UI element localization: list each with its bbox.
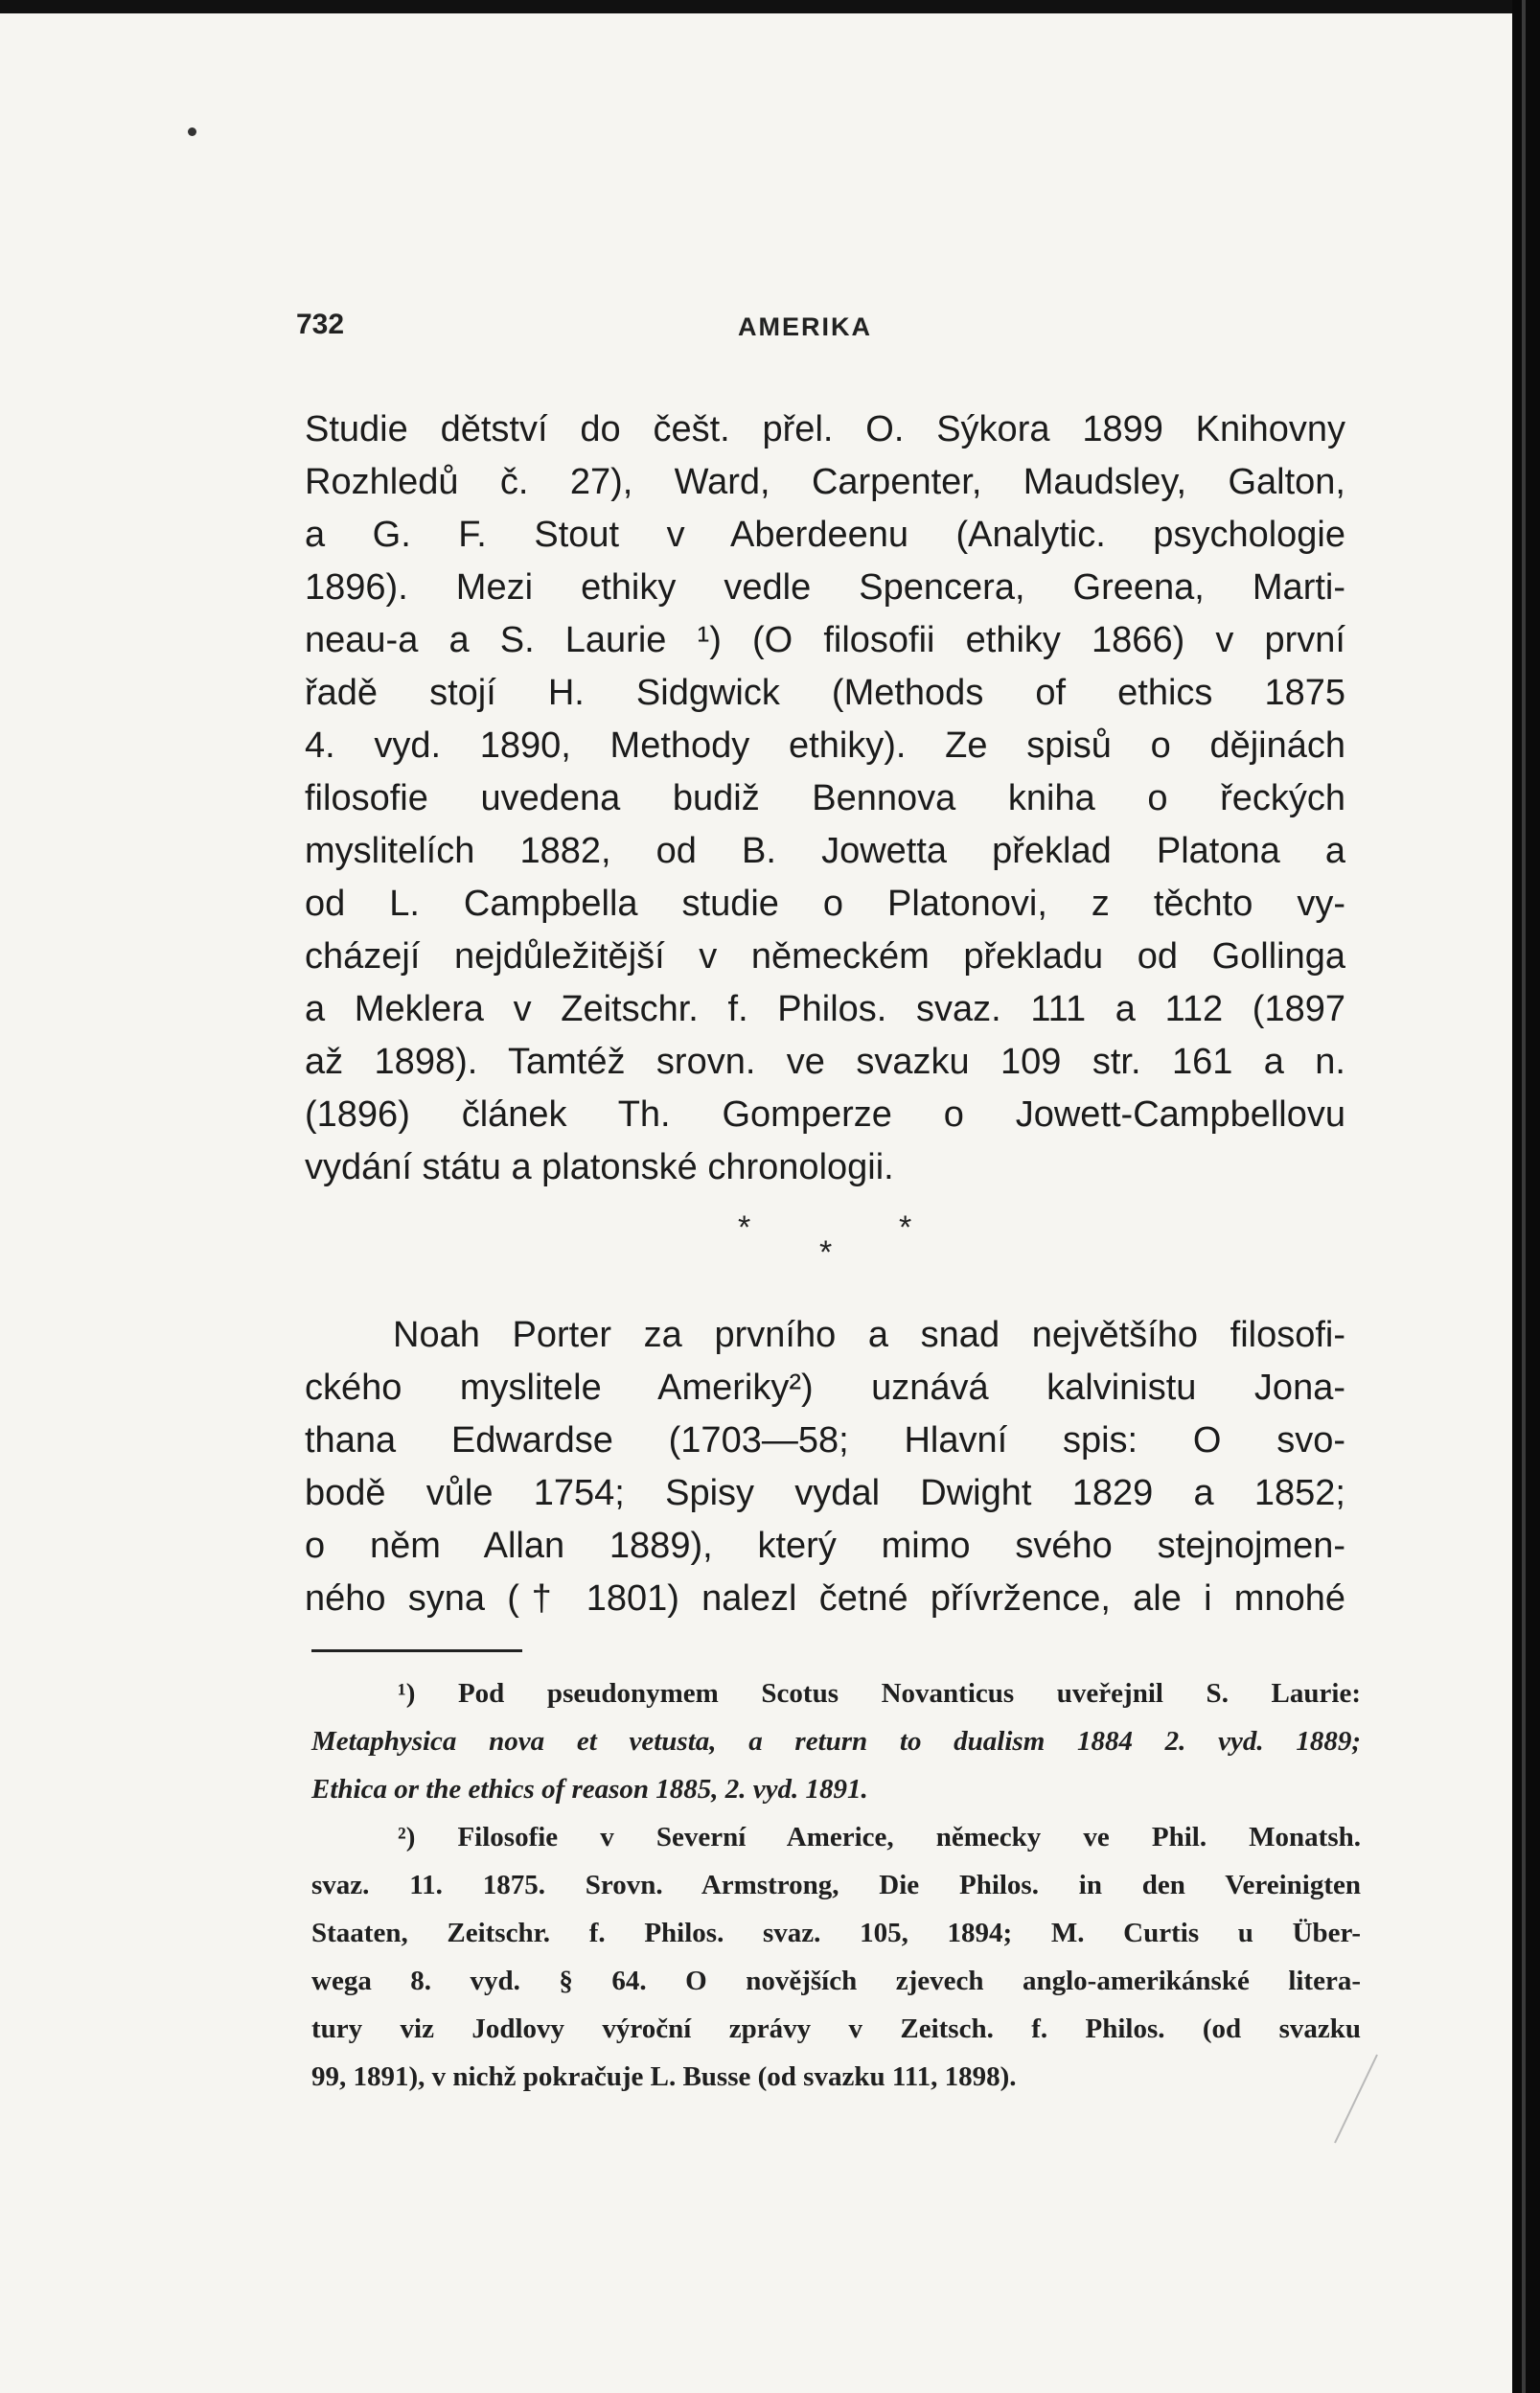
footnote-line: wega 8. vyd. § 64. O novějších zjevech anglo-amerikánské litera- <box>311 1966 1361 1996</box>
section-separator <box>738 1209 920 1277</box>
scan-edge-line <box>1522 0 1526 2393</box>
footnote-line: Staaten, Zeitschr. f. Philos. svaz. 105, 1894; M. Curtis u Über- <box>311 1918 1361 1948</box>
scan-right-edge <box>1512 0 1540 2393</box>
scan-top-edge <box>0 0 1512 13</box>
body-line: (1896) článek Th. Gomperze o Jowett-Campbellovu <box>305 1094 1345 1135</box>
footnote-line: Ethica or the ethics of reason 1885, 2. vyd. 1891. <box>311 1774 868 1805</box>
body-line: 4. vyd. 1890, Methody ethiky). Ze spisů o dějinách <box>305 725 1345 766</box>
body-line: ného syna († 1801) nalezl četné přívržence, ale i mnohé <box>305 1578 1345 1619</box>
body-line: bodě vůle 1754; Spisy vydal Dwight 1829 a 1852; <box>305 1473 1345 1513</box>
body-line: Studie dětství do češt. přel. O. Sýkora 1899 Knihovny <box>305 409 1345 449</box>
body-line: neau-a a S. Laurie ¹) (O filosofii ethiky 1866) v první <box>305 620 1345 660</box>
body-line: Noah Porter za prvního a snad největšího filosofi- <box>393 1315 1345 1355</box>
body-line: myslitelích 1882, od B. Jowetta překlad Platona a <box>305 831 1345 871</box>
asterisk: * <box>738 1209 751 1246</box>
body-line: ckého myslitele Ameriky²) uznává kalvinistu Jona- <box>305 1368 1345 1408</box>
footnote-line: Metaphysica nova et vetusta, a return to dualism 1884 2. vyd. 1889; <box>311 1726 1361 1757</box>
body-line: Rozhledů č. 27), Ward, Carpenter, Maudsley, Galton, <box>305 462 1345 502</box>
body-line: od L. Campbella studie o Platonovi, z těchto vy- <box>305 884 1345 924</box>
body-line: a Meklera v Zeitschr. f. Philos. svaz. 111 a 112 (1897 <box>305 989 1345 1029</box>
running-header: AMERIKA <box>738 312 872 341</box>
footnote-line: 99, 1891), v nichž pokračuje L. Busse (od svazku 111, 1898). <box>311 2061 1017 2092</box>
footnote-rule <box>311 1649 522 1652</box>
footnote-line: ¹) Pod pseudonymem Scotus Novanticus uveřejnil S. Laurie: <box>398 1678 1361 1709</box>
body-line: až 1898). Tamtéž srovn. ve svazku 109 str. 161 a n. <box>305 1042 1345 1082</box>
page-number: 732 <box>296 309 345 340</box>
body-line: vydání státu a platonské chronologii. <box>305 1147 894 1187</box>
body-line: filosofie uvedena budiž Bennova kniha o řeckých <box>305 778 1345 818</box>
asterisk: * <box>899 1209 912 1246</box>
pencil-mark <box>1327 2051 1385 2147</box>
asterisk: * <box>819 1234 833 1271</box>
body-line: 1896). Mezi ethiky vedle Spencera, Greena, Marti- <box>305 567 1345 608</box>
body-line: a G. F. Stout v Aberdeenu (Analytic. psychologie <box>305 515 1345 555</box>
scan-speck <box>188 127 196 136</box>
footnote-line: ²) Filosofie v Severní Americe, německy ve Phil. Monatsh. <box>398 1822 1361 1852</box>
footnote-line: tury viz Jodlovy výroční zprávy v Zeitsch. f. Philos. (od svazku <box>311 2013 1361 2044</box>
body-line: thana Edwardse (1703—58; Hlavní spis: O svo- <box>305 1420 1345 1461</box>
footnote-line: svaz. 11. 1875. Srovn. Armstrong, Die Philos. in den Vereinigten <box>311 1870 1361 1900</box>
body-line: cházejí nejdůležitější v německém překladu od Gollinga <box>305 936 1345 977</box>
body-line: o něm Allan 1889), který mimo svého stejnojmen- <box>305 1526 1345 1566</box>
body-line: řadě stojí H. Sidgwick (Methods of ethics 1875 <box>305 673 1345 713</box>
